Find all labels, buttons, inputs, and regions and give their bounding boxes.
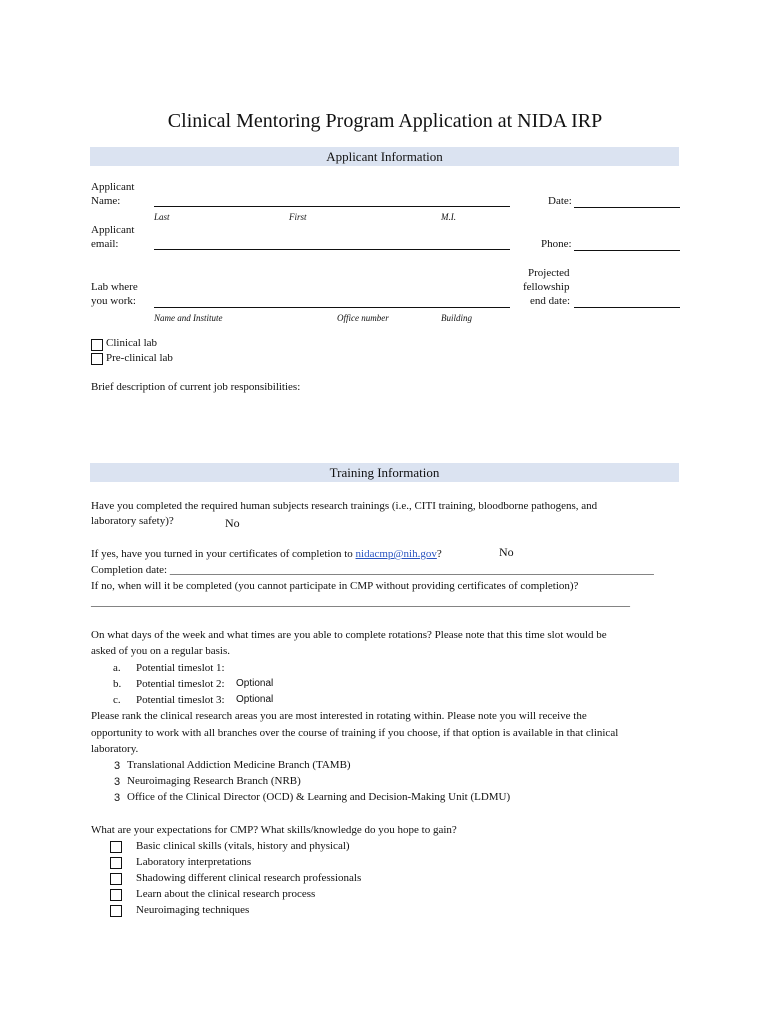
skill-label-clinical: Basic clinical skills (vitals, history and physical) (136, 840, 350, 852)
phone-label: Phone: (541, 238, 572, 250)
lab-name-sublabel: Name and Institute (154, 313, 223, 323)
completion-date-field[interactable]: Completion date: ________________________________________________________________________________________ (91, 564, 654, 576)
fellowship-end-date-field[interactable] (574, 307, 680, 308)
timeslot-3-value[interactable]: Optional (236, 694, 274, 705)
rank-nrb-label: Neuroimaging Research Branch (NRB) (127, 775, 301, 787)
training-question-line2: laboratory safety)? (91, 515, 174, 527)
date-field[interactable] (574, 207, 680, 208)
rank-tamb-label: Translational Addiction Medicine Branch (TAMB) (127, 759, 351, 771)
rank-ocd-value[interactable]: 3 (114, 792, 121, 804)
timeslot-3-label: Potential timeslot 3: (136, 694, 225, 706)
projected-label-line3: end date: (530, 295, 571, 307)
rank-question-line1: Please rank the clinical research areas you are most interested in rotating within. Please note you will receive the (91, 710, 587, 722)
name-label-line2: Name: (91, 195, 121, 207)
phone-field[interactable] (574, 250, 680, 251)
timeslot-2-label: Potential timeslot 2: (136, 678, 225, 690)
nidacmp-email-link[interactable]: nidacmp@nih.gov (355, 548, 437, 560)
training-answer[interactable]: No (225, 516, 240, 530)
rank-nrb-value[interactable]: 3 (114, 776, 121, 788)
timeslot-2-marker: b. (113, 678, 122, 690)
lab-label-line1: Lab where (91, 281, 138, 293)
office-number-sublabel: Office number (337, 313, 389, 323)
applicant-info-header: Applicant Information (90, 147, 679, 166)
last-name-sublabel: Last (154, 212, 170, 222)
job-description-label: Brief description of current job responsibilities: (91, 381, 301, 393)
certificates-question: If yes, have you turned in your certificates of completion to nidacmp@nih.gov? (91, 548, 442, 560)
date-label: Date: (548, 195, 572, 207)
timeslot-1-marker: a. (113, 662, 121, 674)
building-sublabel: Building (441, 313, 472, 323)
projected-label-line2: fellowship (523, 281, 570, 293)
email-label-line1: Applicant (91, 224, 135, 236)
skill-checkbox-clinical[interactable] (110, 841, 122, 853)
skill-label-shadowing: Shadowing different clinical research professionals (136, 872, 362, 884)
projected-label-line1: Projected (528, 267, 570, 279)
rank-ocd-label: Office of the Clinical Director (OCD) & Learning and Decision-Making Unit (LDMU) (127, 791, 511, 803)
completion-plan-question: If no, when will it be completed (you cannot participate in CMP without providing certificates of completion)? (91, 580, 579, 592)
email-field[interactable] (154, 249, 510, 250)
job-description-field[interactable] (91, 398, 679, 450)
lab-label-line2: you work: (91, 295, 136, 307)
pre-clinical-lab-checkbox[interactable] (91, 353, 103, 365)
training-question-line1: Have you completed the required human subjects research trainings (i.e., CITI training, bloodborne pathogens, and (91, 500, 598, 512)
skill-checkbox-shadowing[interactable] (110, 873, 122, 885)
timeslot-3-marker: c. (113, 694, 121, 706)
training-info-header: Training Information (90, 463, 679, 482)
rank-tamb-value[interactable]: 3 (114, 760, 121, 772)
rank-question-line2: opportunity to work with all branches over the course of training if you choose, if that option is available in that clinical (91, 727, 619, 739)
certificates-answer[interactable]: No (499, 545, 514, 559)
mi-sublabel: M.I. (441, 212, 456, 222)
availability-question-line2: asked of you on a regular basis. (91, 645, 230, 657)
timeslot-2-value[interactable]: Optional (236, 678, 274, 689)
clinical-lab-checkbox[interactable] (91, 339, 103, 351)
name-field[interactable] (154, 206, 510, 207)
timeslot-1-label: Potential timeslot 1: (136, 662, 225, 674)
availability-question-line1: On what days of the week and what times are you able to complete rotations? Please note that this time slot would be (91, 629, 607, 641)
completion-plan-field[interactable]: __________________________________________________________________________________________________ (91, 596, 630, 608)
email-label-line2: email: (91, 238, 119, 250)
name-label-line1: Applicant (91, 181, 135, 193)
lab-field[interactable] (154, 307, 510, 308)
page-title: Clinical Mentoring Program Application at NIDA IRP (167, 110, 603, 132)
clinical-lab-label: Clinical lab (106, 337, 158, 349)
skill-label-neuroimaging: Neuroimaging techniques (136, 904, 250, 916)
skill-label-process: Learn about the clinical research process (136, 888, 316, 900)
first-name-sublabel: First (289, 212, 307, 222)
pre-clinical-lab-label: Pre-clinical lab (106, 352, 173, 364)
skill-checkbox-lab[interactable] (110, 857, 122, 869)
skill-checkbox-process[interactable] (110, 889, 122, 901)
expectations-question: What are your expectations for CMP? What skills/knowledge do you hope to gain? (91, 824, 457, 836)
skill-checkbox-neuroimaging[interactable] (110, 905, 122, 917)
skill-label-lab: Laboratory interpretations (136, 856, 252, 868)
rank-question-line3: laboratory. (91, 743, 139, 755)
